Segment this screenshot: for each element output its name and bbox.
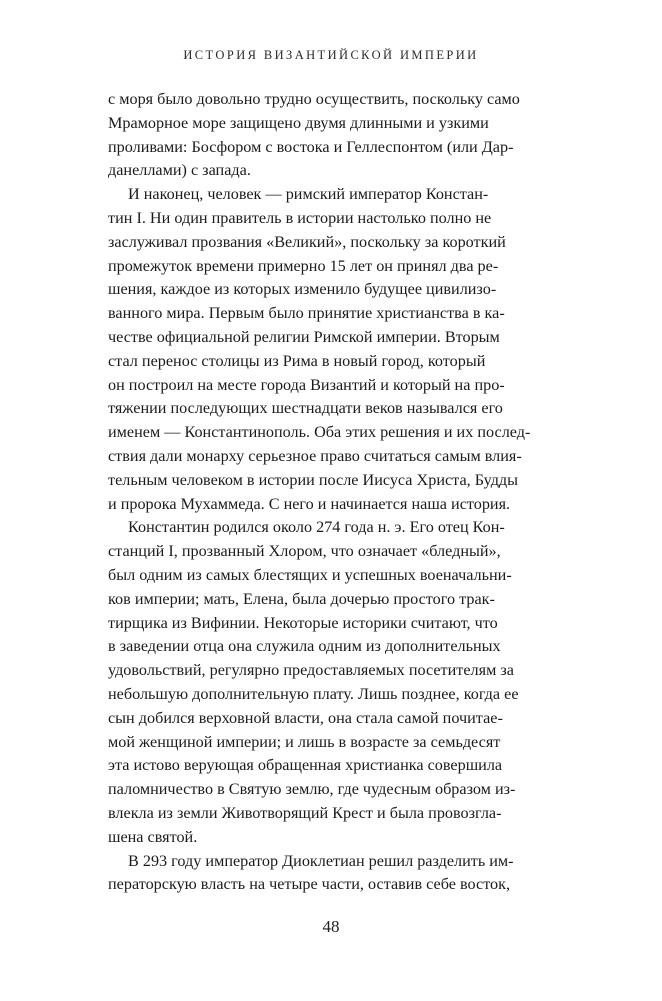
text-line: станций I, прозванный Хлором, что означает «бледный», [108,542,501,561]
text-line: шения, каждое из которых изменило будущее цивилизо- [108,280,497,299]
running-header: ИСТОРИЯ ВИЗАНТИЙСКОЙ ИМПЕРИИ [183,48,479,62]
text-line: данеллами) с запада. [108,161,251,180]
text-line: честве официальной религии Римской империи. Вторым [108,327,500,346]
text-line: тирщика из Вифинии. Некоторые историки считают, что [108,613,498,632]
paragraph-first-line: В 293 году император Диоклетиан решил разделить им- [128,851,514,870]
text-line: заслуживал прозвания «Великий», поскольку за короткий [108,232,506,251]
text-line: тин I. Ни один правитель в истории настолько полно не [108,208,492,227]
text-line: ванного мира. Первым было принятие христианства в ка- [108,304,505,323]
text-line: промежуток времени примерно 15 лет он принял два ре- [108,256,499,275]
text-line: сын добился верховной власти, она стала самой почитае- [108,708,503,727]
text-line: именем — Константинополь. Оба этих решения и их послед- [108,423,531,442]
paragraph-first-line: Константин родился около 274 года н. э. Его отец Кон- [128,518,505,537]
text-line: он построил на месте города Византий и который на про- [108,375,505,394]
text-line: тельным человеком в истории после Иисуса Христа, Будды [108,470,519,489]
text-line: ков империи; мать, Елена, была дочерью простого трак- [108,589,495,608]
text-line: влекла из земли Животворящий Крест и была провозгла- [108,803,502,822]
text-line: небольшую дополнительную плату. Лишь позднее, когда ее [108,684,519,703]
text-line: был одним из самых блестящих и успешных военачальни- [108,565,512,584]
body-text [108,88,584,897]
text-line: паломничество в Святую землю, где чудесным образом из- [108,780,516,799]
text-line: стал перенос столицы из Рима в новый город, который [108,351,486,370]
text-line: эта истово верующая обращенная христианка совершила [108,756,503,775]
text-line: проливами: Босфором с востока и Геллеспонтом (или Дар- [108,137,514,156]
text-line: тяжении последующих шестнадцати веков назывался его [108,399,503,418]
text-line: мой женщиной империи; и лишь в возрасте за семьдесят [108,732,501,751]
text-line: и пророка Мухаммеда. С него и начинается наша история. [108,494,511,513]
text-line: в заведении отца она служила одним из дополнительных [108,637,501,656]
text-line: с моря было довольно трудно осуществить, поскольку само [108,90,520,108]
paragraph-first-line: И наконец, человек — римский император Констан- [128,185,489,204]
text-line: Мраморное море защищено двумя длинными и узкими [108,113,489,132]
page-number: 48 [322,917,340,936]
text-line: удовольствий, регулярно предоставляемых посетителям за [108,661,514,680]
text-line: ператорскую власть на четыре части, оставив себе восток, [108,875,511,894]
text-line: ствия дали монарху серьезное право считаться самым влия- [108,446,522,465]
text-line: шена святой. [108,827,198,846]
